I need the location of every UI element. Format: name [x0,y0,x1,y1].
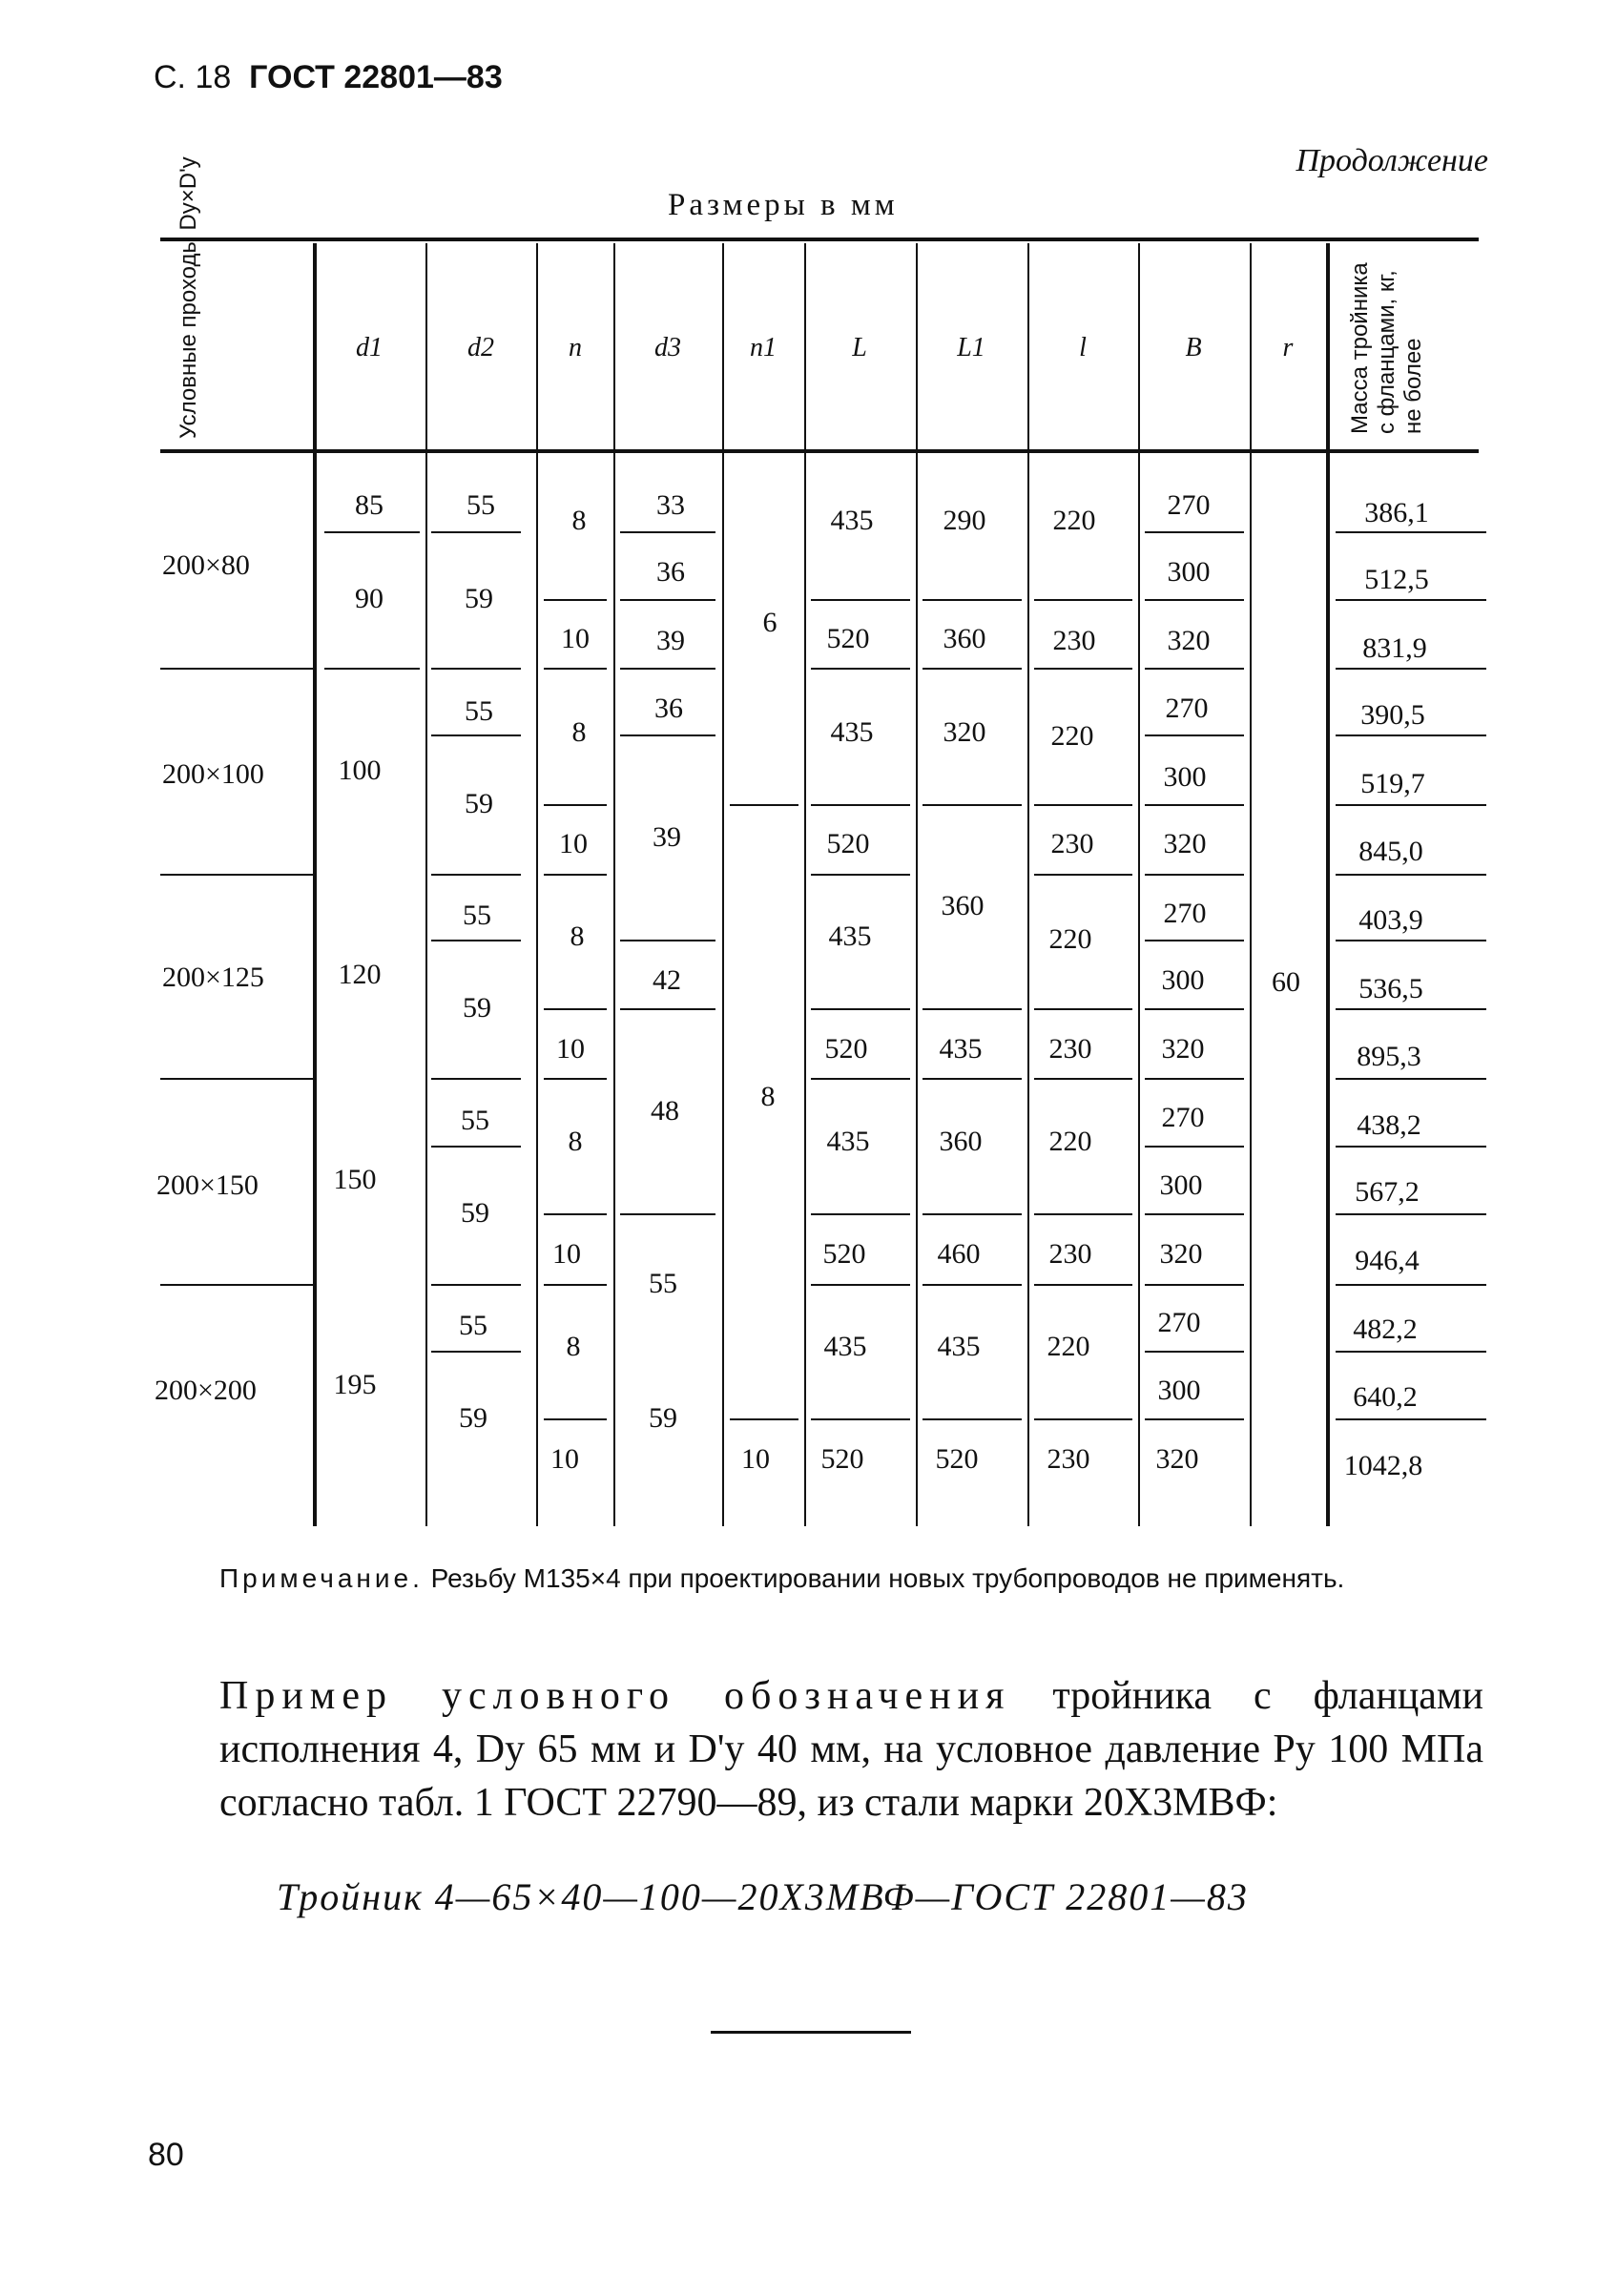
cell-separator [1336,599,1486,601]
header-B: B [1185,333,1202,362]
mass-value: 1042,8 [1343,1450,1423,1481]
L-value: 520 [826,623,870,654]
cell-separator [1336,1213,1486,1215]
d1-value: 90 [355,583,384,614]
cell-separator [544,1213,607,1215]
cell-separator [1336,1146,1486,1148]
L1-value: 360 [939,1126,983,1157]
d2-value: 59 [461,1197,489,1229]
L1-value: 520 [935,1443,979,1475]
cell-separator [923,1078,1022,1080]
cell-separator [544,1008,607,1010]
d1-value: 150 [333,1164,377,1195]
mass-value: 482,2 [1353,1313,1418,1345]
cell-separator [1336,874,1486,876]
cell-separator [544,599,607,601]
mass-value: 895,3 [1357,1041,1421,1072]
B-value: 300 [1157,1375,1201,1406]
cell-separator [1034,1008,1132,1010]
cell-separator [620,1213,715,1215]
mass-value: 567,2 [1355,1176,1420,1208]
header-passage [176,156,202,439]
col-divider [313,243,317,1526]
B-value: 320 [1155,1443,1199,1475]
cell-separator [811,874,910,876]
cell-separator [431,531,521,533]
n-value: 8 [571,505,587,536]
B-value: 270 [1163,898,1207,929]
n-value: 10 [561,623,590,654]
group-separator [160,1284,313,1286]
cell-separator [1145,531,1244,533]
n-value: 8 [570,920,585,952]
L1-value: 435 [937,1331,981,1362]
L1-value: 320 [943,716,986,748]
n1-value: 8 [760,1081,776,1112]
group-label: 200×125 [162,962,264,993]
mass-value: 536,5 [1358,973,1423,1004]
d3-value: 48 [651,1095,679,1127]
L-value: 520 [822,1238,866,1270]
cell-separator [544,1078,607,1080]
n-value: 8 [568,1126,583,1157]
B-value: 270 [1165,693,1209,724]
cell-separator [1336,1418,1486,1420]
l-value: 230 [1048,1033,1092,1065]
cell-separator [620,531,715,533]
mass-value: 386,1 [1364,497,1429,528]
L-value: 435 [830,716,874,748]
L1-value: 360 [941,890,985,921]
mass-value: 519,7 [1360,768,1425,799]
header-mass-text: Масса тройника с фланцами, кг, не более [1347,262,1426,434]
group-separator [160,668,313,670]
cell-separator [431,940,521,941]
example-text: тройника с фланцами исполнения 4, Dy 65 мм и D'y 40 мм, на условное давление Py 100 МПа согласно табл. 1 ГОСТ 22790—89, из стали марки 20Х3МВФ: [219,1674,1483,1825]
designation-string: Тройник 4—65×40—100—20Х3МВФ—ГОСТ 22801—83 [277,1875,1249,1918]
cell-separator [431,1078,521,1080]
cell-separator [1145,599,1244,601]
page-header [154,59,503,96]
cell-separator [923,804,1022,806]
cell-separator [544,1418,607,1420]
B-value: 320 [1167,625,1211,656]
header-L: L [852,333,867,362]
col-divider [1138,243,1140,1526]
L1-value: 290 [943,505,986,536]
cell-separator [431,1351,521,1353]
header-r: r [1282,333,1294,362]
cell-separator [620,668,715,670]
d3-value: 36 [656,556,685,588]
cell-separator [730,1418,798,1420]
cell-separator [1145,1146,1244,1148]
n1-value: 6 [762,607,777,638]
cell-separator [1034,874,1132,876]
cell-separator [1336,940,1486,941]
table-note [219,1560,1488,1598]
d3-value: 39 [653,821,681,853]
cell-separator [1336,1284,1486,1286]
cell-separator [1145,734,1244,736]
d2-value: 59 [463,992,491,1024]
table-header-rule [160,449,1479,453]
B-value: 270 [1167,489,1211,521]
cell-separator [1336,1351,1486,1353]
cell-separator [1034,1078,1132,1080]
header-n1: n1 [750,333,777,362]
r-value: 60 [1272,966,1300,998]
header-mass [1347,253,1427,434]
cell-separator [1034,1284,1132,1286]
cell-separator [620,734,715,736]
group-separator [160,874,313,876]
d2-value: 55 [466,489,495,521]
col-divider [1027,243,1029,1526]
d1-value: 85 [355,489,384,521]
l-value: 230 [1047,1443,1090,1475]
cell-separator [324,668,420,670]
cell-separator [1034,1213,1132,1215]
continuation-label: Продолжение [1296,143,1488,178]
cell-separator [620,940,715,941]
cell-separator [1336,1008,1486,1010]
header-d1: d1 [356,333,383,362]
cell-separator [544,1284,607,1286]
mass-value: 403,9 [1358,904,1423,936]
d3-value: 33 [656,489,685,521]
n-value: 10 [556,1033,585,1065]
cell-separator [1034,804,1132,806]
cell-separator [811,1284,910,1286]
col-divider [804,243,806,1526]
d1-value: 100 [338,755,382,786]
d3-value: 42 [653,964,681,996]
cell-separator [620,599,715,601]
cell-separator [923,1213,1022,1215]
cell-separator [1145,1351,1244,1353]
cell-separator [923,1418,1022,1420]
cell-separator [923,1008,1022,1010]
d1-value: 195 [333,1369,377,1400]
mass-value: 438,2 [1357,1109,1421,1141]
B-value: 320 [1159,1238,1203,1270]
cell-separator [544,804,607,806]
cell-separator [431,1284,521,1286]
col-divider [536,243,538,1526]
n-value: 8 [571,716,587,748]
L-value: 520 [820,1443,864,1475]
L1-value: 435 [939,1033,983,1065]
cell-separator [544,668,607,670]
d3-value: 55 [649,1268,677,1299]
d2-value: 55 [465,695,493,727]
cell-separator [1145,804,1244,806]
d3-value: 59 [649,1402,677,1434]
group-label: 200×80 [162,549,250,581]
header-L1: L1 [957,333,985,362]
end-rule [711,2031,911,2034]
n-value: 10 [559,828,588,859]
cell-separator [1145,1213,1244,1215]
col-divider [613,243,615,1526]
L-value: 435 [826,1126,870,1157]
mass-value: 640,2 [1353,1381,1418,1413]
L1-value: 360 [943,623,986,654]
cell-separator [1336,531,1486,533]
cell-separator [1145,874,1244,876]
d3-value: 39 [656,625,685,656]
cell-separator [1145,1284,1244,1286]
cell-separator [1145,940,1244,941]
cell-separator [324,531,420,533]
L-value: 435 [828,920,872,952]
B-value: 270 [1161,1102,1205,1133]
B-value: 300 [1167,556,1211,588]
mass-value: 946,4 [1355,1245,1420,1276]
cell-separator [1336,734,1486,736]
d3-value: 36 [654,693,683,724]
units-caption: Размеры в мм [668,188,899,222]
group-label: 200×100 [162,758,264,790]
B-value: 300 [1163,761,1207,793]
header-d2: d2 [467,333,494,362]
note-text: Резьбу М135×4 при проектировании новых трубопроводов не применять. [430,1563,1345,1593]
group-separator [160,1078,313,1080]
mass-value: 512,5 [1364,564,1429,595]
B-value: 320 [1163,828,1207,859]
l-value: 230 [1052,625,1096,656]
header-d3: d3 [654,333,681,362]
l-value: 220 [1050,720,1094,752]
l-value: 230 [1048,1238,1092,1270]
cell-separator [1034,1418,1132,1420]
B-value: 320 [1161,1033,1205,1065]
L-value: 435 [823,1331,867,1362]
B-value: 300 [1161,964,1205,996]
L-value: 520 [824,1033,868,1065]
col-divider [916,243,918,1526]
col-divider [1326,243,1330,1526]
example-lead: Пример условного обозначения [219,1674,1011,1718]
cell-separator [544,874,607,876]
col-divider [722,243,724,1526]
l-value: 220 [1047,1331,1090,1362]
cell-separator [1336,668,1486,670]
L-value: 520 [826,828,870,859]
cell-separator [1336,1078,1486,1080]
cell-separator [811,668,910,670]
cell-separator [811,599,910,601]
cell-separator [811,1078,910,1080]
cell-separator [1034,599,1132,601]
n-value: 8 [566,1331,581,1362]
cell-separator [730,804,798,806]
group-label: 200×200 [155,1375,257,1406]
cell-separator [923,1284,1022,1286]
B-value: 270 [1157,1307,1201,1338]
cell-separator [620,1008,715,1010]
cell-separator [811,1213,910,1215]
page-number: 80 [148,2137,184,2173]
cell-separator [1145,1418,1244,1420]
note-lead: Примечание. [219,1563,424,1593]
d2-value: 59 [465,583,493,614]
cell-separator [1336,804,1486,806]
n1-value: 10 [741,1443,770,1475]
mass-value: 390,5 [1360,699,1425,731]
cell-separator [811,1008,910,1010]
n-value: 10 [552,1238,581,1270]
l-value: 220 [1048,1126,1092,1157]
header-l: l [1079,333,1087,362]
d1-value: 120 [338,959,382,990]
d2-value: 59 [465,788,493,819]
L-value: 435 [830,505,874,536]
cell-separator [431,874,521,876]
header-n: n [569,333,582,362]
cell-separator [923,668,1022,670]
cell-separator [431,734,521,736]
designation-example [219,1669,1483,1830]
l-value: 230 [1050,828,1094,859]
mass-value: 845,0 [1358,836,1423,867]
header-passage-text: Условные проходы Dy×D'y [176,156,201,439]
l-value: 220 [1048,923,1092,955]
d2-value: 59 [459,1402,487,1434]
d2-value: 55 [463,900,491,931]
n-value: 10 [550,1443,579,1475]
col-divider [425,243,427,1526]
mass-value: 831,9 [1362,632,1427,664]
cell-separator [1145,668,1244,670]
cell-separator [1034,668,1132,670]
cell-separator [923,599,1022,601]
cell-separator [1145,1078,1244,1080]
cell-separator [1145,1008,1244,1010]
standard-code: ГОСТ 22801—83 [249,59,503,95]
B-value: 300 [1159,1169,1203,1201]
cell-separator [811,804,910,806]
cell-separator [431,1146,521,1148]
L1-value: 460 [937,1238,981,1270]
cell-separator [431,668,521,670]
page-ref: С. 18 [154,59,232,95]
table-top-rule [160,238,1479,241]
group-label: 200×150 [156,1169,259,1201]
d2-value: 55 [459,1310,487,1341]
d2-value: 55 [461,1105,489,1136]
cell-separator [811,1418,910,1420]
l-value: 220 [1052,505,1096,536]
col-divider [1250,243,1252,1526]
